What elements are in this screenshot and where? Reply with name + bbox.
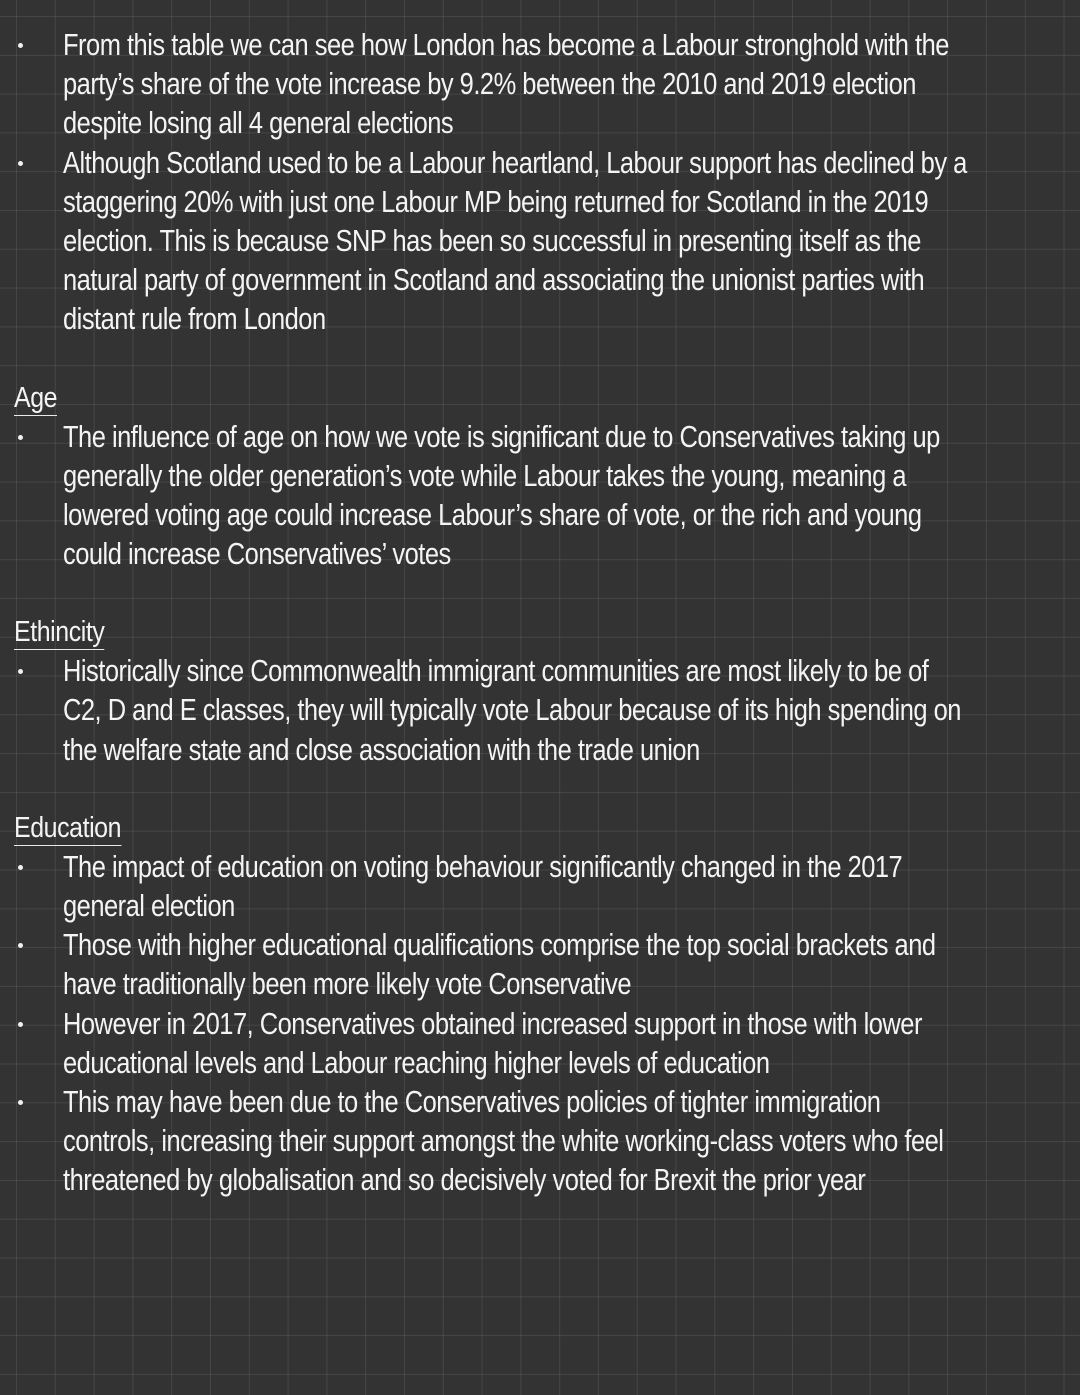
text-line: The influence of age on how we vote is significant due to Conservatives taking up: [63, 419, 940, 454]
section-heading-ethnicity: [14, 613, 1080, 652]
heading-text: Ethincity: [14, 616, 105, 649]
text-line: natural party of government in Scotland and associating the unionist parties with: [63, 263, 925, 298]
text-line: threatened by globalisation and so decisively voted for Brexit the prior year: [63, 1163, 866, 1198]
section-age: [0, 379, 1080, 575]
text-line: From this table we can see how London has become a Labour stronghold with the: [63, 28, 949, 62]
text-line: generally the older generation’s vote while Labour takes the young, meaning a: [63, 458, 907, 493]
bullet-education-qualifications: [0, 926, 1080, 1004]
bullet-dot-icon: [18, 435, 23, 440]
text-line: general election: [63, 889, 235, 923]
bullet-dot-icon: [18, 865, 23, 870]
text-line: However in 2017, Conservatives obtained increased support in those with lower: [63, 1006, 922, 1041]
bullet-age: [0, 418, 1080, 575]
text-line: distant rule from London: [63, 302, 326, 337]
bullet-dot-icon: [18, 669, 23, 674]
section-heading-age: [14, 379, 1080, 418]
text-line: have traditionally been more likely vote Conservative: [63, 967, 631, 1002]
heading-text: Education: [14, 811, 122, 844]
bullet-dot-icon: [18, 1022, 23, 1027]
section-region: [0, 26, 1080, 340]
bullet-education-impact: [0, 848, 1080, 926]
text-line: could increase Conservatives’ votes: [63, 537, 451, 572]
spacer: [0, 770, 1080, 809]
bullet-dot-icon: [18, 43, 23, 48]
text-line: election. This is because SNP has been so successful in presenting itself as the: [63, 223, 921, 258]
text-line: despite losing all 4 general elections: [63, 106, 454, 141]
bullet-london: [0, 26, 1080, 144]
bullet-education-2017: [0, 1005, 1080, 1083]
text-line: Those with higher educational qualifications comprise the top social brackets and: [63, 928, 936, 963]
text-line: staggering 20% with just one Labour MP being returned for Scotland in the 2019: [63, 184, 929, 219]
text-line: party’s share of the vote increase by 9.2% between the 2010 and 2019 election: [63, 67, 916, 102]
bullet-ethnicity: [0, 652, 1080, 770]
text-line: The impact of education on voting behaviour significantly changed in the 2017: [63, 849, 903, 884]
bullet-education-immigration: [0, 1083, 1080, 1201]
spacer: [0, 340, 1080, 379]
text-line: the welfare state and close association with the trade union: [63, 732, 700, 767]
text-line: educational levels and Labour reaching higher levels of education: [63, 1045, 770, 1080]
text-line: Historically since Commonwealth immigrant communities are most likely to be of: [63, 654, 929, 689]
bullet-dot-icon: [18, 161, 23, 166]
section-education: [0, 809, 1080, 1201]
bullet-dot-icon: [18, 1100, 23, 1105]
text-line: This may have been due to the Conservatives policies of tighter immigration: [63, 1084, 881, 1119]
text-line: controls, increasing their support amongst the white working-class voters who feel: [63, 1124, 944, 1159]
bullet-dot-icon: [18, 943, 23, 948]
text-line: lowered voting age could increase Labour’s share of vote, or the rich and young: [63, 497, 922, 532]
text-line: Although Scotland used to be a Labour heartland, Labour support has declined by a: [63, 145, 967, 180]
text-line: C2, D and E classes, they will typically vote Labour because of its high spending on: [63, 693, 961, 728]
bullet-scotland: [0, 144, 1080, 340]
spacer: [0, 574, 1080, 613]
heading-text: Age: [14, 381, 58, 414]
notes-page: [0, 26, 1080, 1201]
section-heading-education: [14, 809, 1080, 848]
section-ethnicity: [0, 613, 1080, 770]
